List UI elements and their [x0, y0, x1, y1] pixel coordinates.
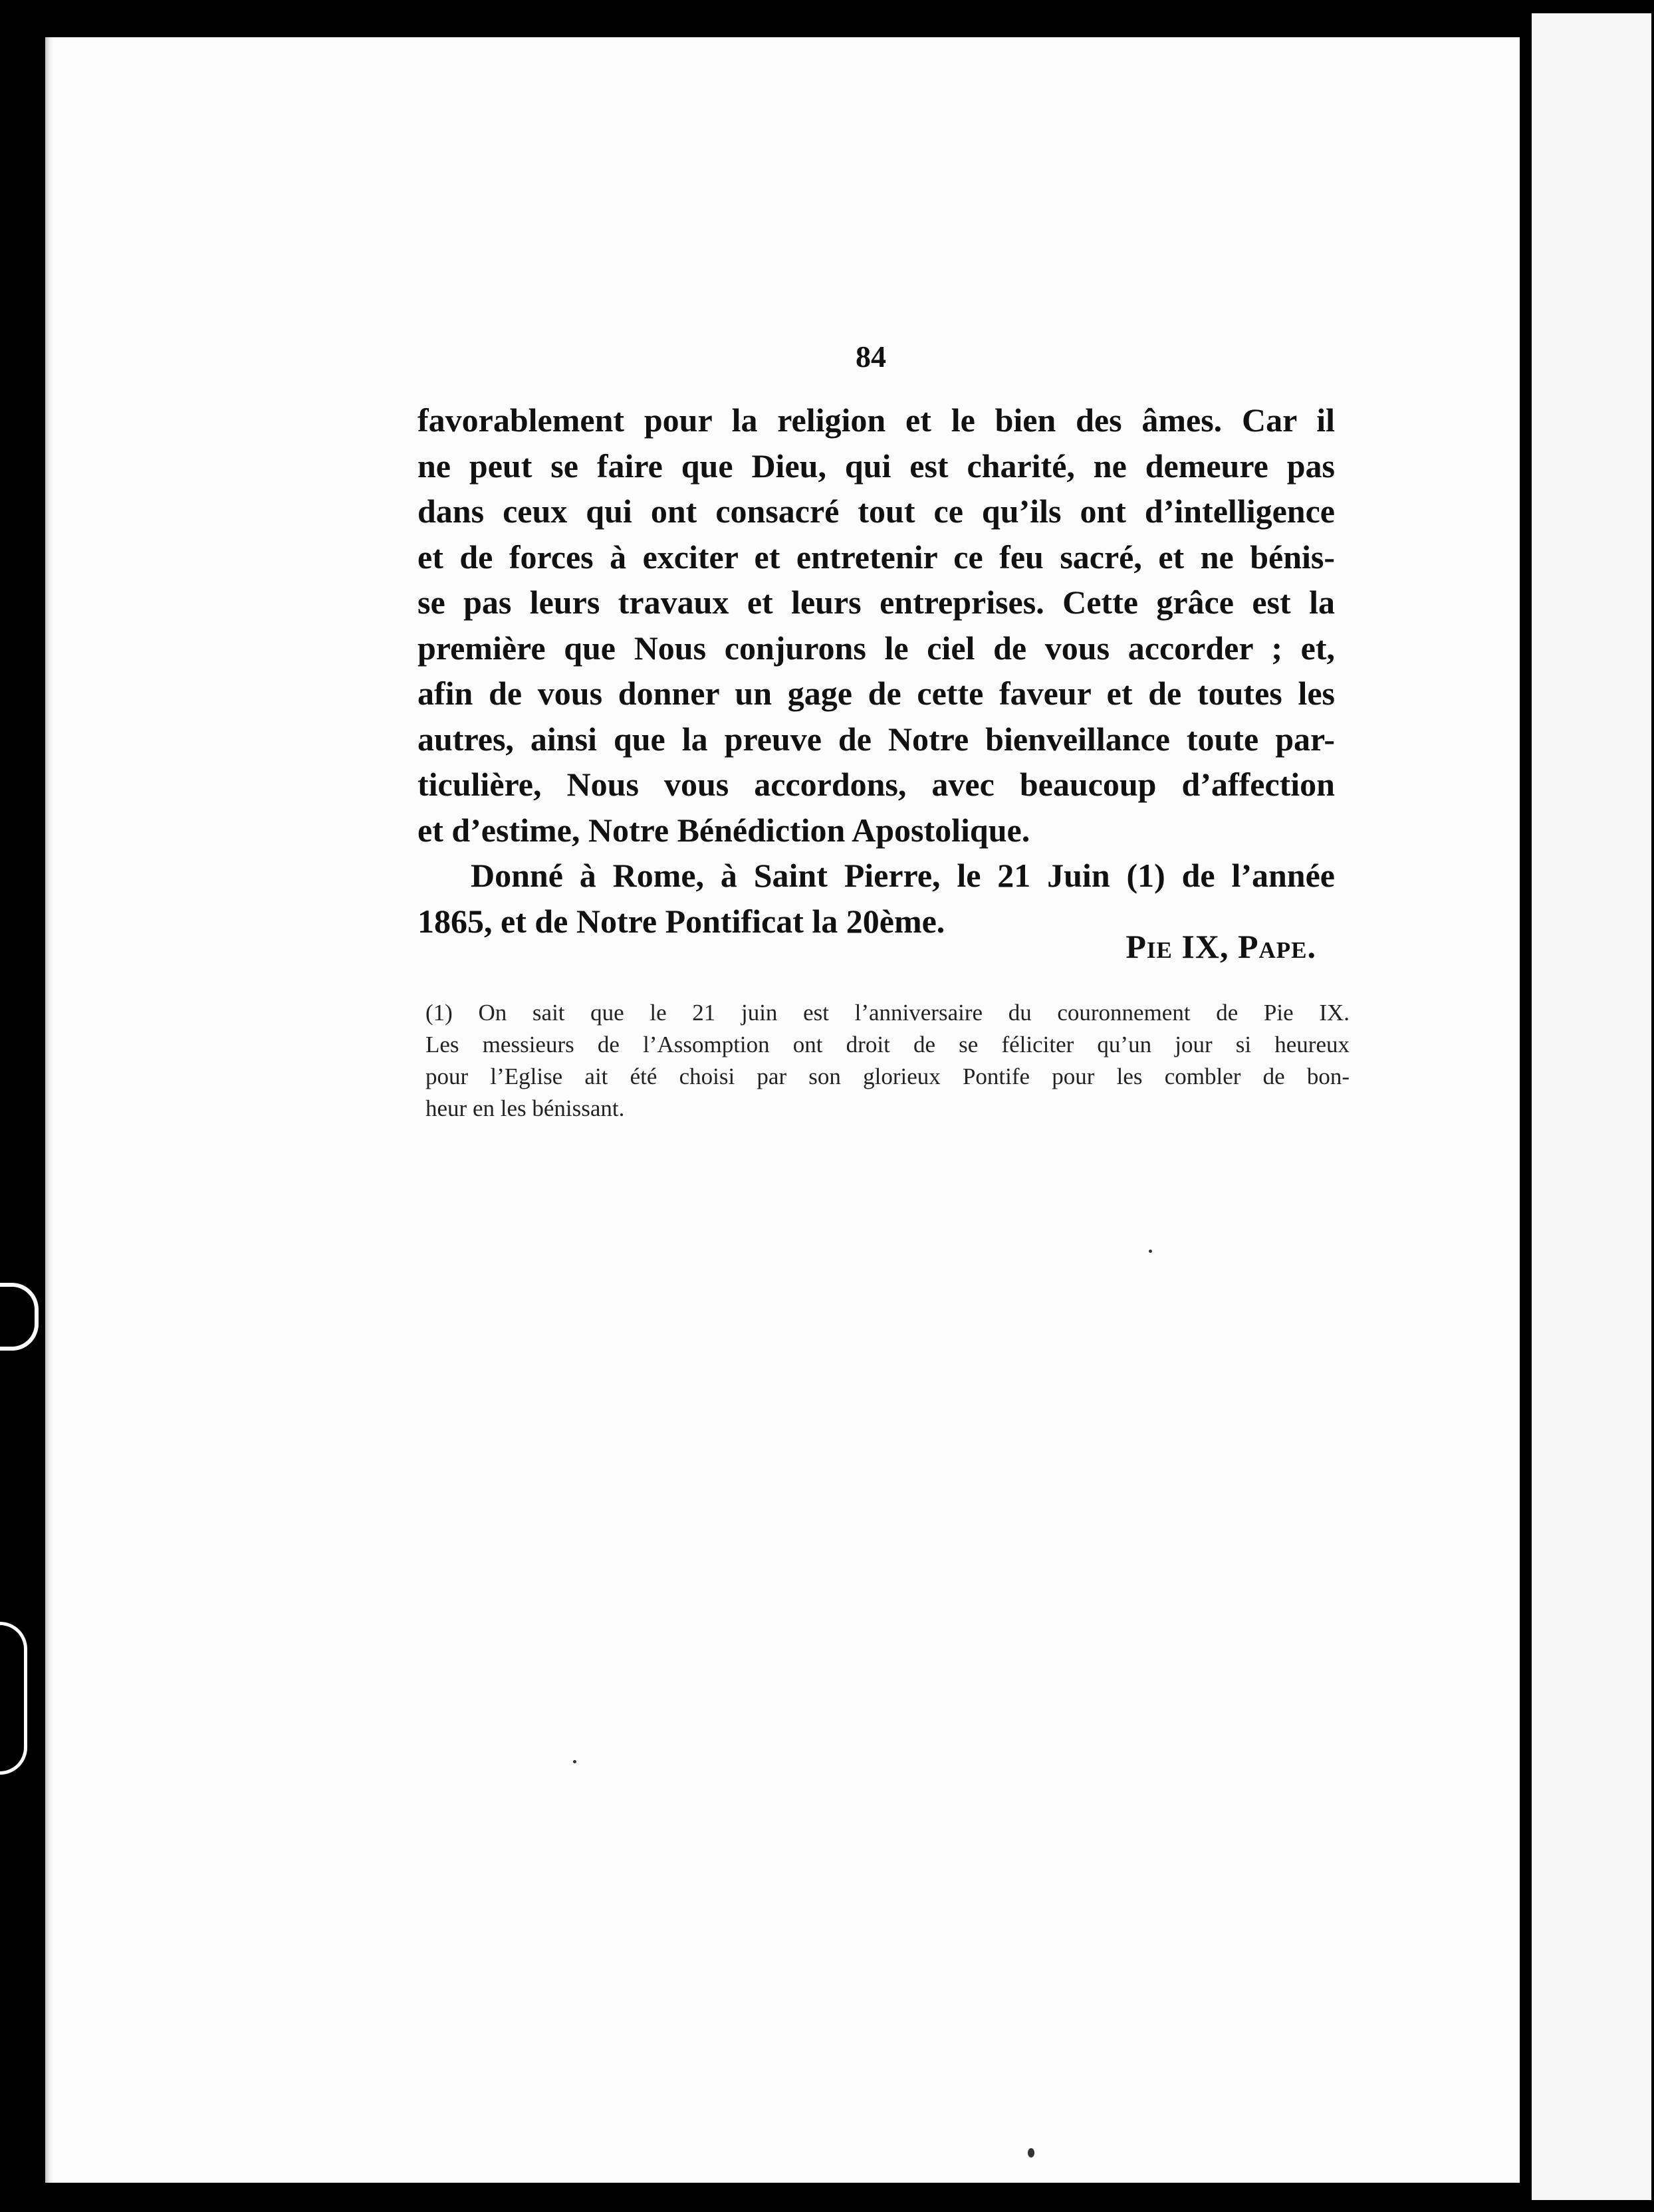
- body-line: autres, ainsi que la preuve de Notre bienveillance toute par-: [417, 720, 1335, 758]
- footnote-line: heur en les bénissant.: [425, 1095, 625, 1121]
- body-line: favorablement pour la religion et le bien des âmes. Car il: [417, 401, 1335, 439]
- footnote-line: pour l’Eglise ait été choisi par son glorieux Pontife pour les combler de bon-: [425, 1063, 1350, 1089]
- footnote-line: Les messieurs de l’Assomption ont droit de se féliciter qu’un jour si heureux: [425, 1032, 1350, 1057]
- paper-speck: [1149, 1250, 1152, 1253]
- footnote: [425, 997, 1350, 1125]
- paper-speck: [573, 1760, 576, 1763]
- paper-speck: [1028, 2148, 1034, 2157]
- body-line: Donné à Rome, à Saint Pierre, le 21 Juin (1) de l’année: [471, 857, 1335, 894]
- body-line: 1865, et de Notre Pontificat la 20ème.: [417, 902, 945, 940]
- body-line: se pas leurs travaux et leurs entreprises. Cette grâce est la: [417, 584, 1335, 621]
- signature: Pie IX, Pape.: [1125, 928, 1316, 965]
- body-line: ticulière, Nous vous accordons, avec beaucoup d’affection: [417, 766, 1335, 803]
- footnote-line: (1) On sait que le 21 juin est l’anniversaire du couronnement de Pie IX.: [425, 1000, 1350, 1026]
- body-line: première que Nous conjurons le ciel de vous accorder ; et,: [417, 629, 1335, 667]
- body-text: [417, 397, 1335, 944]
- body-line: et d’estime, Notre Bénédiction Apostolique.: [417, 811, 1030, 849]
- binding-mark: [0, 1283, 39, 1351]
- body-line: ne peut se faire que Dieu, qui est charité, ne demeure pas: [417, 447, 1335, 485]
- binding-mark: [0, 1622, 27, 1775]
- adjacent-page-edge: [1526, 13, 1651, 2200]
- body-line: dans ceux qui ont consacré tout ce qu’ils ont d’intelligence: [417, 493, 1335, 530]
- body-line: afin de vous donner un gage de cette faveur et de toutes les: [417, 675, 1335, 712]
- page-number: 84: [856, 340, 886, 374]
- body-line: et de forces à exciter et entretenir ce feu sacré, et ne bénis-: [417, 538, 1335, 576]
